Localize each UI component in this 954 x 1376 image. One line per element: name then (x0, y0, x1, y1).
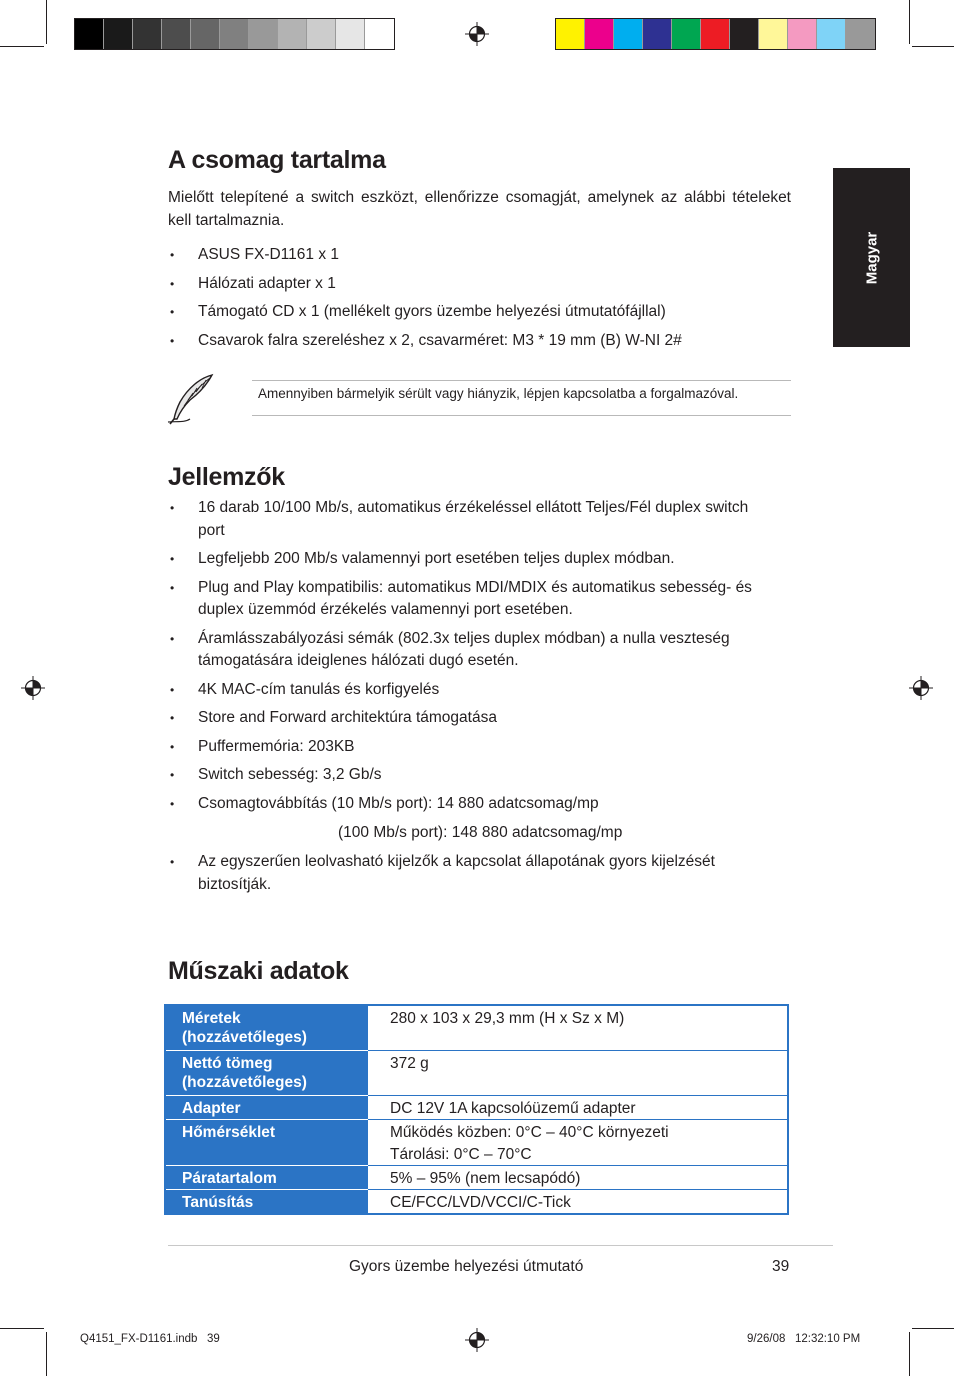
note-top-rule (252, 380, 791, 381)
color-swatch (701, 19, 730, 49)
slug-filename: Q4151_FX-D1161.indb 39 (80, 1333, 220, 1345)
note-bottom-rule (252, 415, 791, 416)
list-item: • Switch sebesség: 3,2 Gb/s (168, 764, 791, 787)
spec-value-line: Tárolási: 0°C – 70°C (390, 1146, 532, 1163)
color-swatch (336, 19, 365, 49)
color-swatch (162, 19, 191, 49)
crop-mark (0, 1328, 44, 1329)
registration-mark-icon (909, 676, 933, 700)
list-item: • Csavarok falra szereléshez x 2, csavarméret: M3 * 19 mm (B) W-NI 2# (168, 330, 682, 353)
color-swatch (730, 19, 759, 49)
features-list (168, 497, 791, 821)
crop-mark (0, 46, 44, 47)
list-item: • Puffermemória: 203KB (168, 736, 791, 759)
spec-key: Nettó tömeg (hozzávetőleges) (165, 1051, 368, 1096)
color-swatch (672, 19, 701, 49)
color-swatch (556, 19, 585, 49)
language-tab (833, 168, 910, 347)
package-contents-heading: A csomag tartalma (168, 146, 386, 174)
list-item: • 4K MAC-cím tanulás és korfigyelés (168, 679, 791, 702)
package-list (168, 244, 682, 352)
list-item: • Plug and Play kompatibilis: automatikus MDI/MDIX és automatikus sebesség- és duplex üzemmód érzékelés valamennyi port esetében. (168, 577, 793, 622)
color-swatch (759, 19, 788, 49)
spec-value: DC 12V 1A kapcsolóüzemű adapter (368, 1096, 788, 1120)
list-item: • Store and Forward architektúra támogatása (168, 707, 791, 730)
color-swatch (788, 19, 817, 49)
color-swatch (133, 19, 162, 49)
spec-key: Adapter (165, 1096, 368, 1120)
list-item: • Hálózati adapter x 1 (168, 273, 682, 296)
list-item: • ASUS FX-D1161 x 1 (168, 244, 682, 267)
list-item: • Áramlásszabályozási sémák (802.3x teljes duplex módban) a nulla veszteség támogatására ideiglenes hálózati dugó esetén. (168, 628, 793, 673)
registration-mark-icon (465, 1328, 489, 1352)
list-item: • Az egyszerűen leolvasható kijelzők a kapcsolat állapotának gyors kijelzését biztosítják. (168, 851, 768, 896)
note-text: Amennyiben bármelyik sérült vagy hiányzik, lépjen kapcsolatba a forgalmazóval. (258, 386, 739, 401)
color-swatch (104, 19, 133, 49)
color-swatch (614, 19, 643, 49)
spec-key: Hőmérséklet (165, 1120, 368, 1166)
list-item: • Csomagtovábbítás (10 Mb/s port): 14 880 adatcsomag/mp (168, 793, 791, 816)
spec-value: 5% – 95% (nem lecsapódó) (368, 1166, 788, 1190)
color-swatch (220, 19, 249, 49)
color-swatch (643, 19, 672, 49)
color-bar (555, 18, 876, 50)
color-swatch (278, 19, 307, 49)
crop-mark (909, 0, 910, 44)
crop-mark (46, 1332, 47, 1376)
package-intro: Mielőtt telepítené a switch eszközt, ellenőrizze csomagját, amelynek az alábbi tételeket kell tartalmaznia. (168, 189, 791, 229)
color-swatch (585, 19, 614, 49)
crop-mark (912, 46, 954, 47)
features-list-last (168, 851, 768, 896)
color-swatch (365, 19, 394, 49)
color-swatch (846, 19, 875, 49)
crop-mark (909, 1332, 910, 1376)
color-swatch (75, 19, 104, 49)
registration-mark-icon (21, 676, 45, 700)
spec-value: 280 x 103 x 29,3 mm (H x Sz x M) (368, 1005, 788, 1051)
table-row (165, 1120, 788, 1166)
spec-value-line: Működés közben: 0°C – 40°C környezeti (390, 1124, 669, 1141)
slug-timestamp: 9/26/08 12:32:10 PM (747, 1333, 861, 1345)
table-row (165, 1096, 788, 1120)
crop-mark (912, 1328, 954, 1329)
spec-value: CE/FCC/LVD/VCCI/C-Tick (368, 1190, 788, 1215)
footer-guide-title: Gyors üzembe helyezési útmutató (349, 1258, 584, 1275)
specs-heading: Műszaki adatok (168, 957, 349, 985)
table-row (165, 1190, 788, 1215)
list-item-continuation: (100 Mb/s port): 148 880 adatcsomag/mp (338, 824, 623, 841)
registration-mark-icon (465, 22, 489, 46)
color-swatch (249, 19, 278, 49)
table-row (165, 1051, 788, 1096)
grayscale-bar (74, 18, 395, 50)
spec-key: Méretek (hozzávetőleges) (165, 1005, 368, 1051)
spec-value: 372 g (368, 1051, 788, 1096)
color-swatch (307, 19, 336, 49)
list-item: • Támogató CD x 1 (mellékelt gyors üzembe helyezési útmutatófájllal) (168, 301, 682, 324)
spec-value (368, 1120, 788, 1166)
footer-rule (168, 1245, 833, 1246)
color-swatch (817, 19, 846, 49)
table-row (165, 1166, 788, 1190)
spec-key: Páratartalom (165, 1166, 368, 1190)
crop-mark (46, 0, 47, 44)
specs-table (164, 1004, 789, 1215)
list-item: • Legfeljebb 200 Mb/s valamennyi port esetében teljes duplex módban. (168, 548, 791, 571)
features-heading: Jellemzők (168, 463, 285, 491)
quill-pen-icon (166, 372, 218, 426)
table-row (165, 1005, 788, 1051)
color-swatch (191, 19, 220, 49)
list-item: • 16 darab 10/100 Mb/s, automatikus érzékeléssel ellátott Teljes/Fél duplex switch port (168, 497, 758, 542)
page-number: 39 (772, 1258, 790, 1275)
language-tab-label: Magyar (863, 231, 880, 284)
spec-key: Tanúsítás (165, 1190, 368, 1215)
